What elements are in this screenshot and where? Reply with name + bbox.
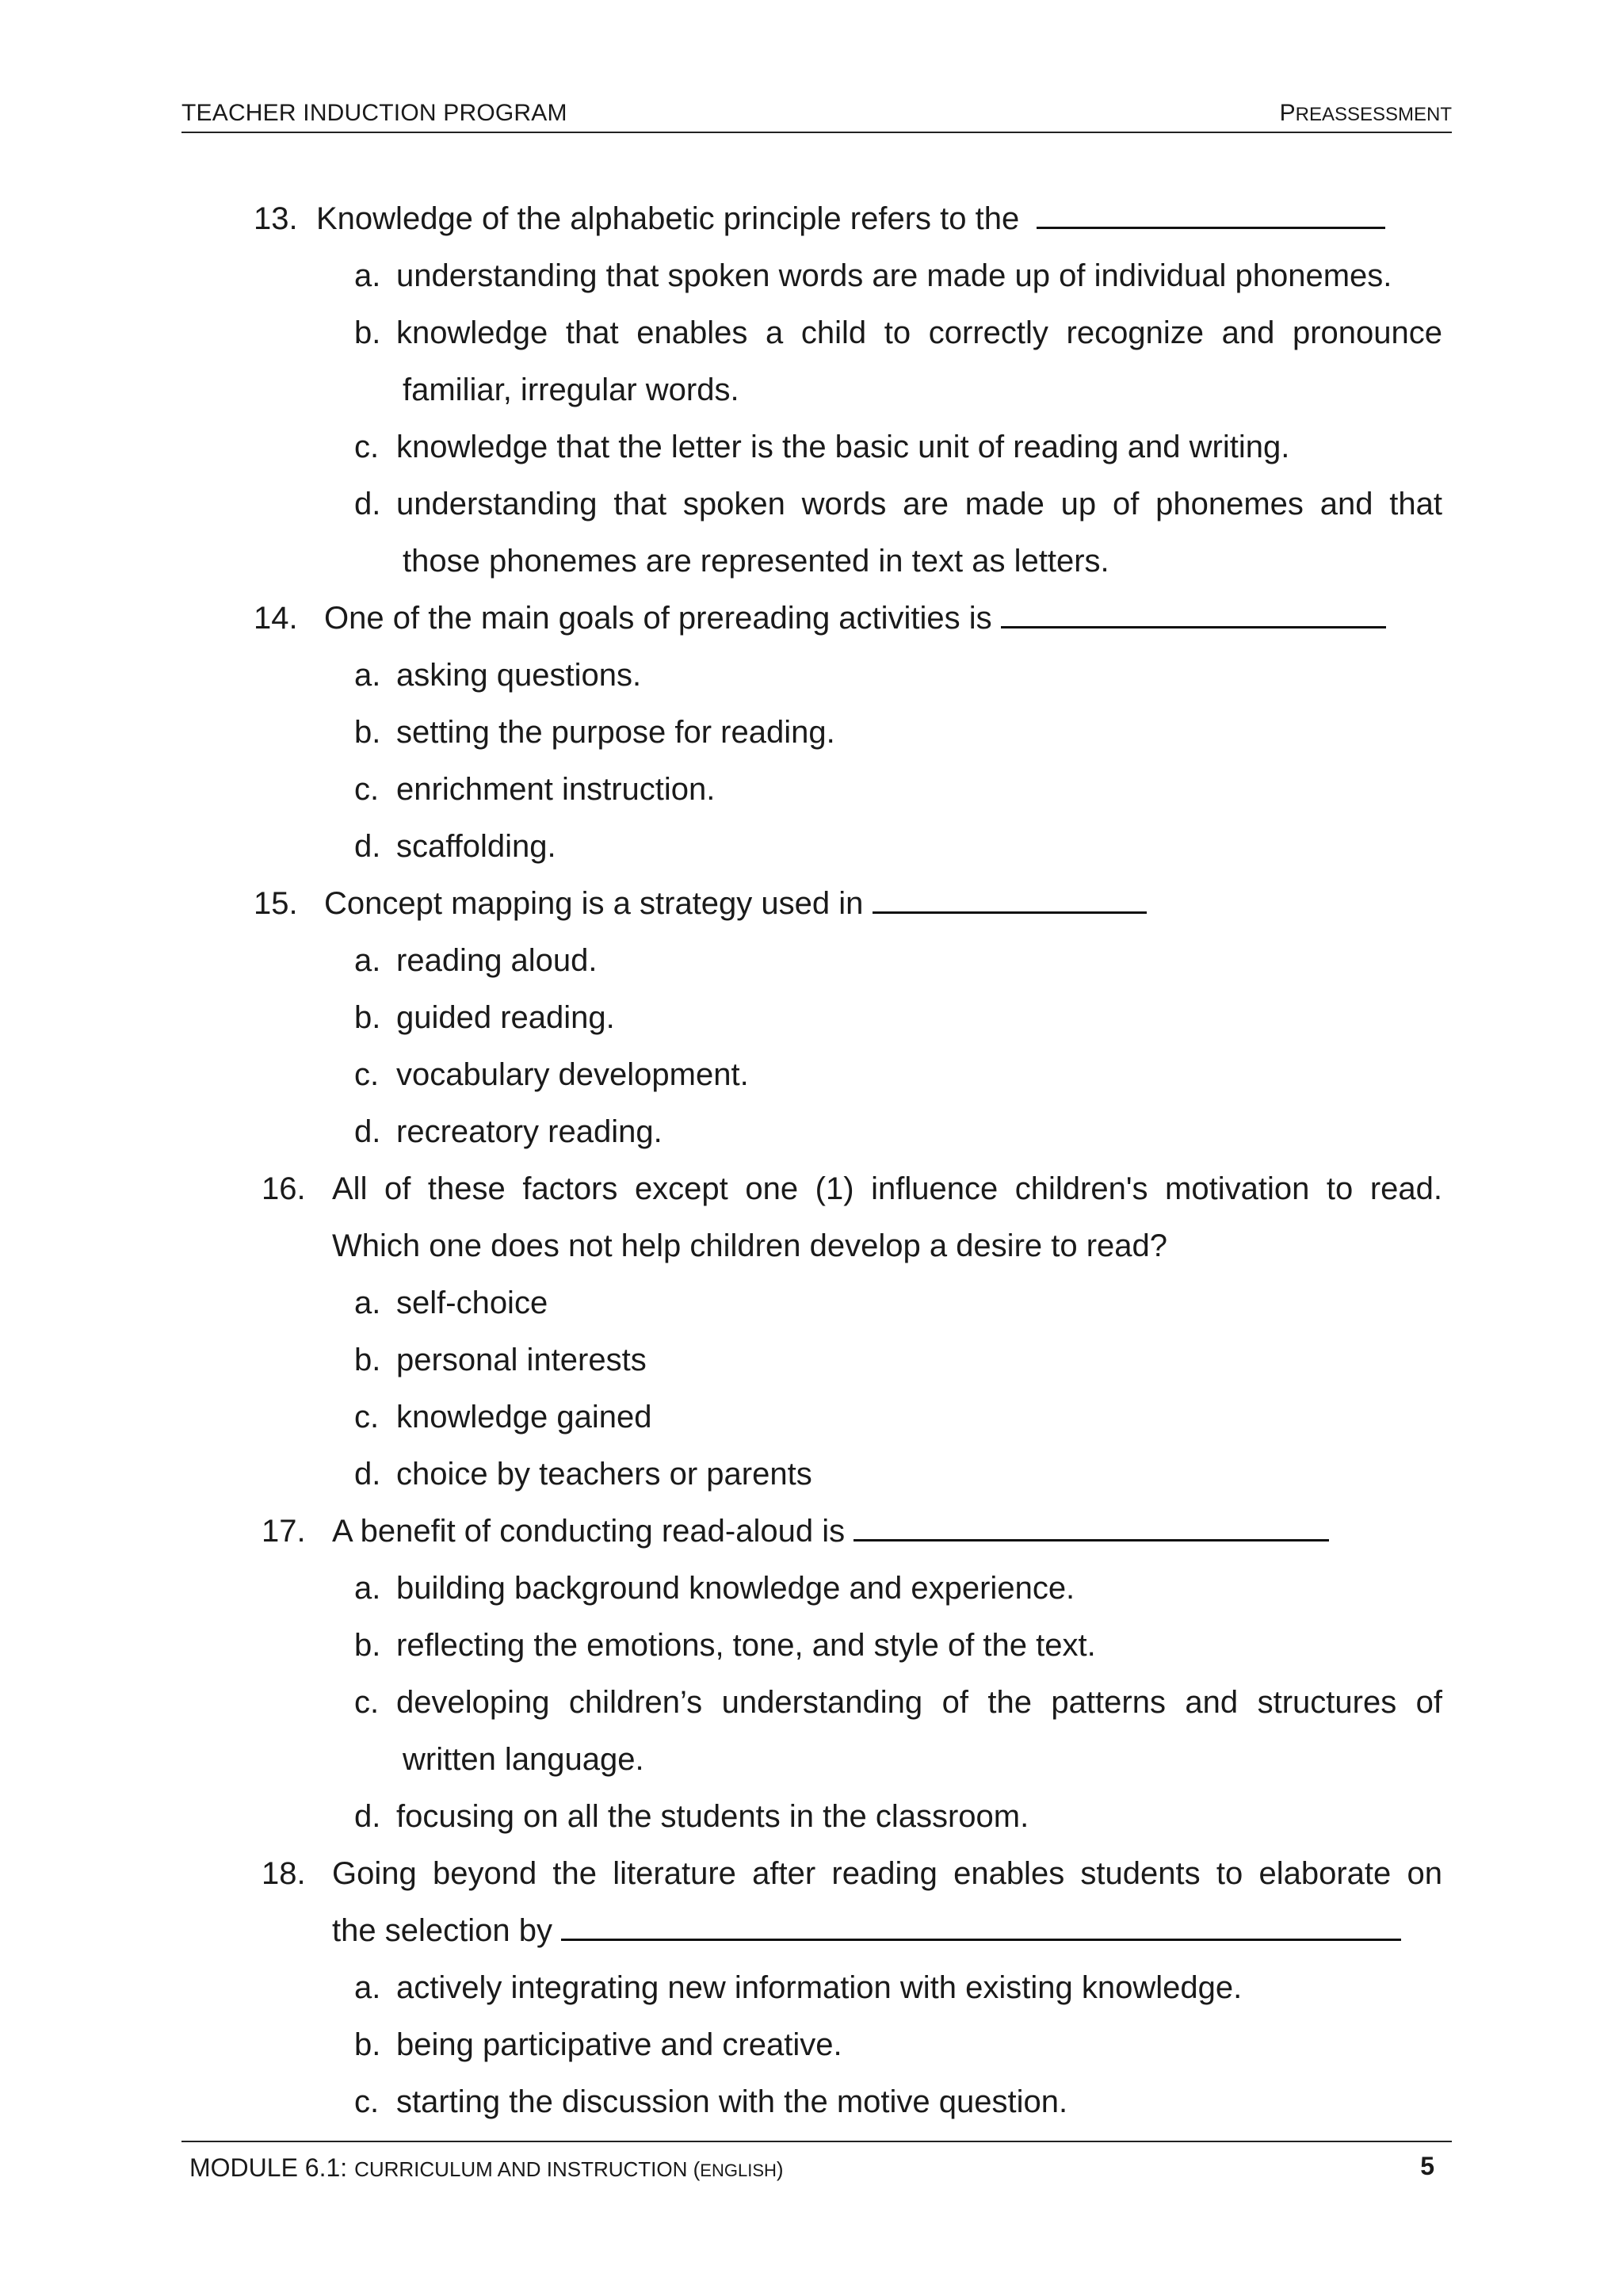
option-text: reading aloud.: [396, 943, 598, 978]
option-text: recreatory reading.: [396, 1114, 663, 1149]
page-header: [181, 97, 1452, 133]
option-letter: a.: [354, 1286, 381, 1320]
module-title-part: CURRICULUM AND INSTRUCTION (: [354, 2157, 701, 2181]
module-number: MODULE 6.1:: [189, 2153, 348, 2182]
option-text: vocabulary development.: [396, 1057, 749, 1092]
option-letter: b.: [354, 1628, 381, 1663]
option-letter: d.: [354, 829, 381, 864]
option-text: scaffolding.: [396, 829, 556, 864]
module-title-close: ): [776, 2157, 784, 2181]
question-17-text: A benefit of conducting read-aloud is: [332, 1514, 846, 1549]
question-number: 15.: [254, 886, 298, 921]
question-text: [324, 884, 1147, 923]
question-text: [316, 200, 1385, 238]
question-text: [332, 1512, 1329, 1550]
section-title-initial: P: [1279, 100, 1296, 126]
page-footer: [181, 2141, 1452, 2190]
question-18-text-end: the selection by: [332, 1913, 552, 1948]
question-text: All of these factors except one (1) influence children's motivation to read.: [332, 1171, 1442, 1206]
answer-blank: [1037, 200, 1385, 229]
section-title-rest: REASSESSMENT: [1295, 104, 1452, 125]
answer-blank: [561, 1912, 1401, 1941]
option-letter: c.: [354, 772, 380, 807]
option-letter: d.: [354, 1114, 381, 1149]
question-number: 18.: [262, 1856, 306, 1891]
question-14-text: One of the main goals of prereading activities is: [324, 601, 992, 636]
option-text-continued: familiar, irregular words.: [403, 372, 739, 407]
option-text: being participative and creative.: [396, 2027, 842, 2062]
option-text-continued: those phonemes are represented in text as letters.: [403, 544, 1109, 579]
option-text: understanding that spoken words are made up of individual phonemes.: [396, 258, 1392, 293]
question-number: 16.: [262, 1171, 306, 1206]
option-letter: b.: [354, 2027, 381, 2062]
option-text: setting the purpose for reading.: [396, 715, 835, 750]
option-letter: a.: [354, 1571, 381, 1606]
option-text: reflecting the emotions, tone, and style of the text.: [396, 1628, 1096, 1663]
option-letter: b.: [354, 1343, 381, 1377]
option-letter: c.: [354, 1400, 380, 1435]
module-title-subject: ENGLISH: [700, 2160, 777, 2180]
question-number: 13.: [254, 201, 298, 236]
option-letter: a.: [354, 1970, 381, 2005]
option-text: focusing on all the students in the classroom.: [396, 1799, 1029, 1834]
answer-blank: [854, 1512, 1329, 1541]
option-text: guided reading.: [396, 1000, 615, 1035]
option-text: personal interests: [396, 1343, 647, 1377]
option-text: understanding that spoken words are made up of phonemes and that: [396, 487, 1442, 521]
option-text: knowledge gained: [396, 1400, 652, 1435]
option-letter: a.: [354, 658, 381, 693]
option-text-continued: written language.: [403, 1742, 644, 1777]
option-letter: c.: [354, 1057, 380, 1092]
option-letter: c.: [354, 430, 380, 464]
question-text-continued: [332, 1912, 1401, 1950]
option-letter: b.: [354, 1000, 381, 1035]
option-letter: a.: [354, 943, 381, 978]
option-text: starting the discussion with the motive question.: [396, 2084, 1068, 2119]
question-text: Going beyond the literature after reading enables students to elaborate on: [332, 1856, 1442, 1891]
answer-blank: [873, 884, 1147, 914]
answer-blank: [1001, 599, 1386, 628]
option-text: developing children’s understanding of the patterns and structures of: [396, 1685, 1442, 1720]
option-letter: c.: [354, 2084, 380, 2119]
section-title: [1280, 100, 1452, 127]
question-number: 14.: [254, 601, 298, 636]
page-number: 5: [1420, 2152, 1434, 2180]
question-text-continued: Which one does not help children develop a desire to read?: [332, 1228, 1168, 1263]
question-15-text: Concept mapping is a strategy used in: [324, 886, 864, 921]
option-letter: a.: [354, 258, 381, 293]
question-number: 17.: [262, 1514, 306, 1549]
option-text: choice by teachers or parents: [396, 1457, 812, 1492]
option-text: enrichment instruction.: [396, 772, 716, 807]
option-text: knowledge that enables a child to correctly recognize and pronounce: [396, 315, 1442, 350]
option-letter: b.: [354, 315, 381, 350]
option-text: asking questions.: [396, 658, 642, 693]
question-text: [324, 599, 1386, 637]
option-text: building background knowledge and experience.: [396, 1571, 1075, 1606]
option-text: actively integrating new information with existing knowledge.: [396, 1970, 1243, 2005]
option-letter: b.: [354, 715, 381, 750]
option-letter: c.: [354, 1685, 380, 1720]
option-text: self-choice: [396, 1286, 548, 1320]
question-13-text: Knowledge of the alphabetic principle refers to the: [316, 201, 1020, 236]
option-letter: d.: [354, 1457, 381, 1492]
option-text: knowledge that the letter is the basic unit of reading and writing.: [396, 430, 1290, 464]
program-title: TEACHER INDUCTION PROGRAM: [181, 100, 567, 126]
module-title: [189, 2153, 784, 2183]
option-letter: d.: [354, 1799, 381, 1834]
option-letter: d.: [354, 487, 381, 521]
